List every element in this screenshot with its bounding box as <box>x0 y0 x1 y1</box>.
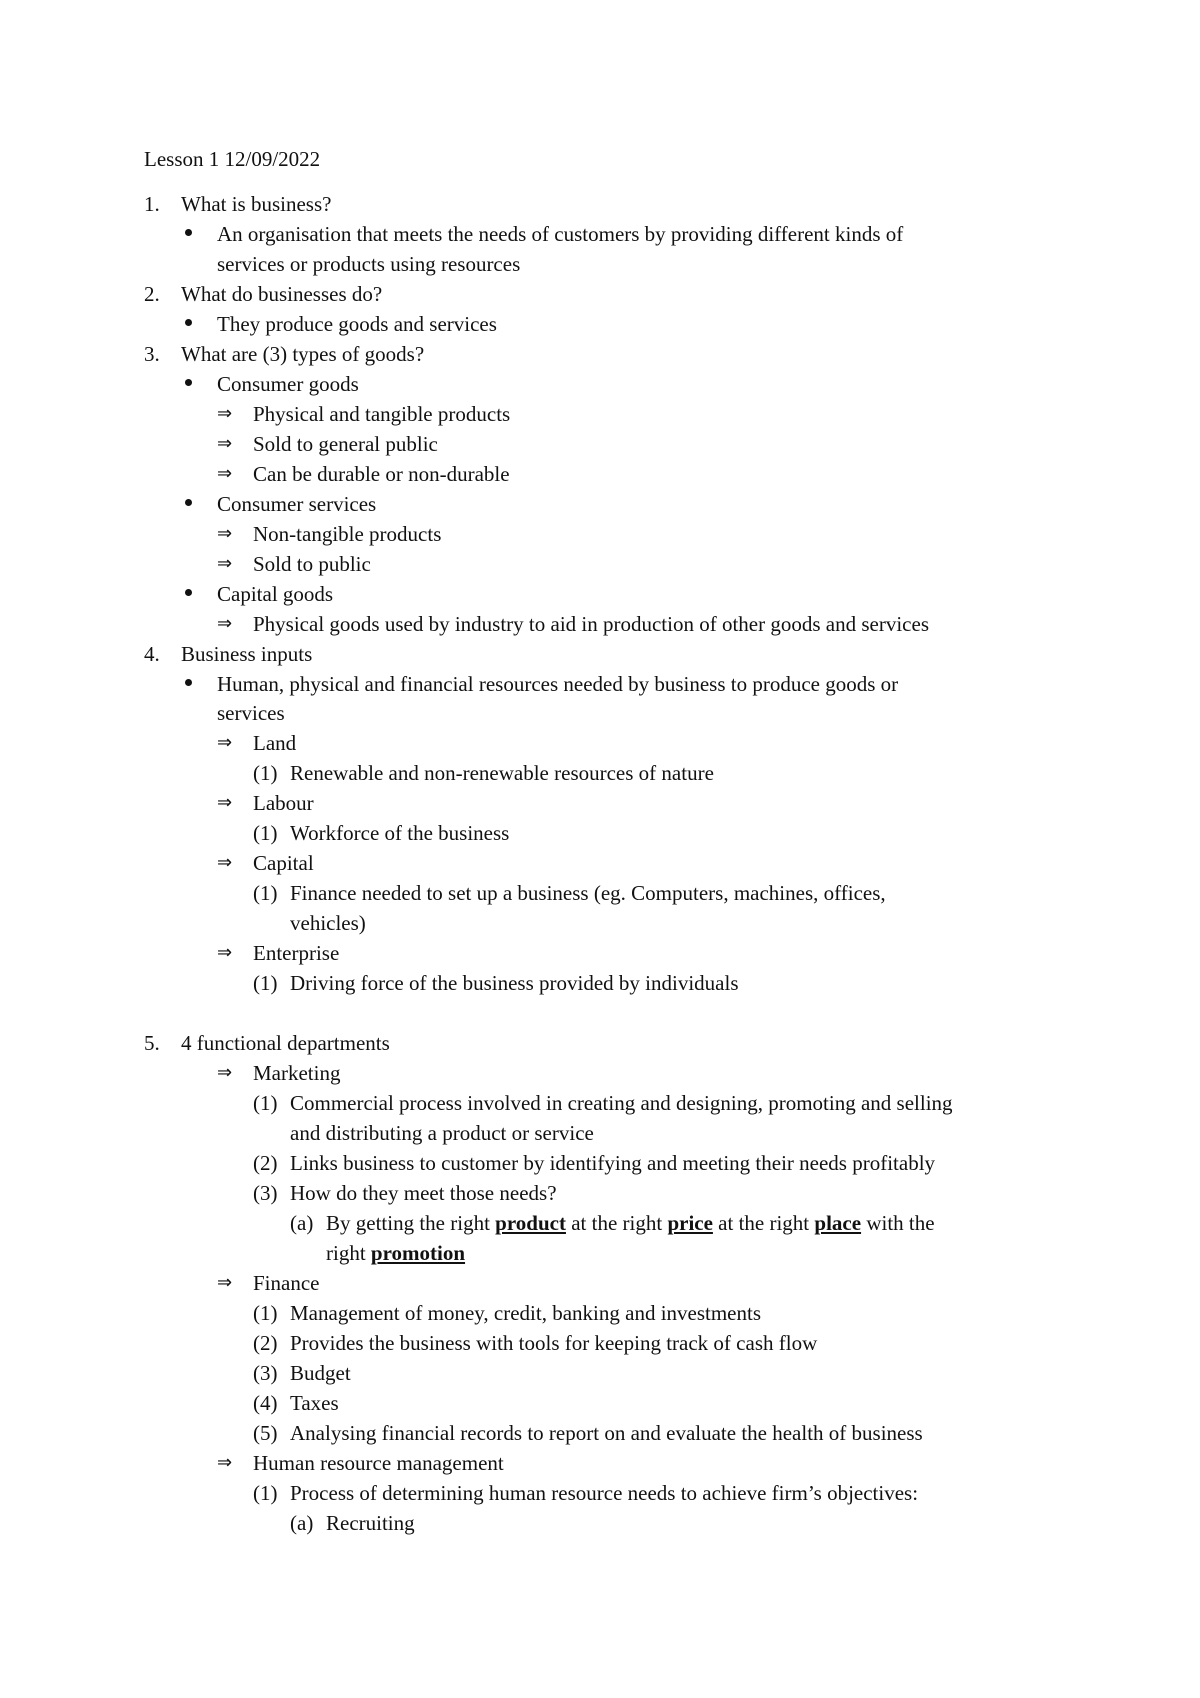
text-run: at the right <box>571 1211 663 1235</box>
point-text: How do they meet those needs? <box>290 1181 557 1205</box>
list-number: 2. <box>144 282 160 306</box>
text-run: right <box>326 1241 366 1265</box>
answer-text: Human, physical and financial resources needed by business to produce goods or <box>217 672 899 696</box>
arrow-icon: ⇒ <box>217 942 233 963</box>
sub-number: (4) <box>253 1391 278 1415</box>
sub-number: (2) <box>253 1331 278 1355</box>
list-number: 3. <box>144 342 160 366</box>
arrow-icon: ⇒ <box>217 1452 233 1473</box>
arrow-icon: ⇒ <box>217 433 233 454</box>
keyword-place: place <box>814 1211 862 1235</box>
point-text: Commercial process involved in creating and designing, promoting and selling <box>290 1091 953 1115</box>
point-text: and distributing a product or service <box>290 1121 594 1145</box>
bullet-icon <box>185 319 192 326</box>
subheading: Capital <box>253 851 314 875</box>
answer-text: An organisation that meets the needs of customers by providing different kinds of <box>217 222 904 246</box>
answer-text: services <box>217 701 285 725</box>
point-text: Physical goods used by industry to aid in production of other goods and services <box>253 612 929 636</box>
sub-letter: (a) <box>290 1211 314 1235</box>
point-text: Non-tangible products <box>253 522 442 546</box>
question: What is business? <box>181 192 332 216</box>
list-number: 4. <box>144 642 160 666</box>
bullet-icon <box>185 499 192 506</box>
arrow-icon: ⇒ <box>217 403 233 424</box>
sub-number: (1) <box>253 1091 278 1115</box>
bullet-icon <box>185 589 192 596</box>
sub-number: (1) <box>253 1481 278 1505</box>
keyword-product: product <box>495 1211 566 1235</box>
sub-number: (1) <box>253 971 278 995</box>
arrow-icon: ⇒ <box>217 553 233 574</box>
sub-number: (1) <box>253 881 278 905</box>
point-text: Physical and tangible products <box>253 402 511 426</box>
sub-number: (2) <box>253 1151 278 1175</box>
bullet-icon <box>185 229 192 236</box>
arrow-icon: ⇒ <box>217 732 233 753</box>
question: 4 functional departments <box>181 1031 390 1055</box>
keyword-price: price <box>667 1211 713 1235</box>
point-text: Finance needed to set up a business (eg. Computers, machines, offices, <box>290 881 886 905</box>
sub-number: (1) <box>253 821 278 845</box>
text-run: at the right <box>718 1211 810 1235</box>
bullet-icon <box>185 679 192 686</box>
point-text: Workforce of the business <box>290 821 510 845</box>
subheading: Land <box>253 731 297 755</box>
point-text: Recruiting <box>326 1511 415 1535</box>
point-text: Links business to customer by identifying and meeting their needs profitably <box>290 1151 936 1175</box>
sub-number: (5) <box>253 1421 278 1445</box>
sub-number: (1) <box>253 761 278 785</box>
keyword-promotion: promotion <box>370 1241 466 1265</box>
arrow-icon: ⇒ <box>217 463 233 484</box>
arrow-icon: ⇒ <box>217 523 233 544</box>
point-text: Taxes <box>290 1391 339 1415</box>
subheading: Enterprise <box>253 941 340 965</box>
answer-text: They produce goods and services <box>217 312 497 336</box>
subheading: Labour <box>253 791 314 815</box>
arrow-icon: ⇒ <box>217 1272 233 1293</box>
question: What do businesses do? <box>181 282 383 306</box>
subheading: Consumer goods <box>217 372 359 396</box>
list-number: 1. <box>144 192 160 216</box>
arrow-icon: ⇒ <box>217 1062 233 1083</box>
answer-text: services or products using resources <box>217 252 521 276</box>
point-text <box>326 1239 465 1267</box>
text-run: By getting the right <box>326 1211 490 1235</box>
point-text: Sold to general public <box>253 432 438 456</box>
text-run: with the <box>866 1211 935 1235</box>
point-text: Management of money, credit, banking and investments <box>290 1301 762 1325</box>
point-text: Budget <box>290 1361 351 1385</box>
point-text: Process of determining human resource needs to achieve firm’s objectives: <box>290 1481 919 1505</box>
page-title: Lesson 1 12/09/2022 <box>144 147 321 171</box>
point-text: Analysing financial records to report on and evaluate the health of business <box>290 1421 923 1445</box>
point-text <box>326 1209 935 1237</box>
point-text: Renewable and non-renewable resources of nature <box>290 761 714 785</box>
point-text: Driving force of the business provided by individuals <box>290 971 739 995</box>
question: Business inputs <box>181 642 313 666</box>
bullet-icon <box>185 379 192 386</box>
sub-number: (1) <box>253 1301 278 1325</box>
sub-letter: (a) <box>290 1511 314 1535</box>
subheading: Consumer services <box>217 492 377 516</box>
subheading: Finance <box>253 1271 320 1295</box>
subheading: Marketing <box>253 1061 341 1085</box>
point-text: vehicles) <box>290 911 366 935</box>
subheading: Human resource management <box>253 1451 504 1475</box>
point-text: Sold to public <box>253 552 371 576</box>
arrow-icon: ⇒ <box>217 613 233 634</box>
list-number: 5. <box>144 1031 160 1055</box>
point-text: Can be durable or non-durable <box>253 462 510 486</box>
sub-number: (3) <box>253 1181 278 1205</box>
subheading: Capital goods <box>217 582 334 606</box>
question: What are (3) types of goods? <box>181 342 425 366</box>
arrow-icon: ⇒ <box>217 792 233 813</box>
arrow-icon: ⇒ <box>217 852 233 873</box>
sub-number: (3) <box>253 1361 278 1385</box>
point-text: Provides the business with tools for keeping track of cash flow <box>290 1331 818 1355</box>
